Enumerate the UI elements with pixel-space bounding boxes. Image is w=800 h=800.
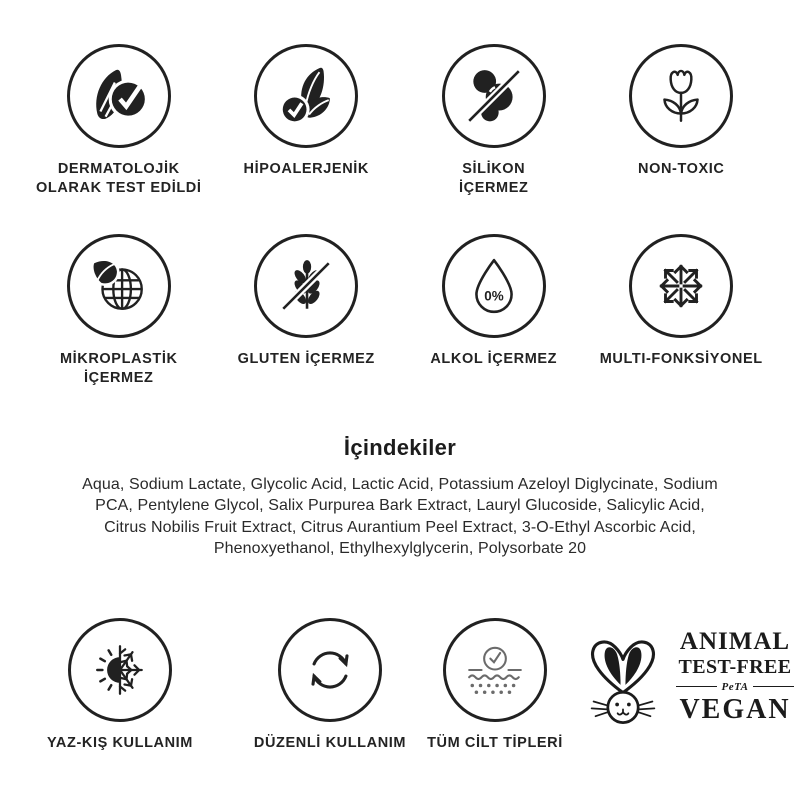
peta-testfree-label: TEST-FREE xyxy=(678,655,792,678)
badge-label: SİLİKON İÇERMEZ xyxy=(459,161,529,197)
peta-text-block xyxy=(674,629,796,725)
badge-row-3 xyxy=(0,618,800,753)
peta-brand-label: PeTA xyxy=(721,680,749,693)
ingredients-list: Aqua, Sodium Lactate, Glycolic Acid, Lactic Acid, Potassium Azeloyl Diglycinate, Sodium PCA, Pentylene Glycol, Salix Purpurea Bark Extract, Lauryl Glucoside, Salicylic Acid, Citrus Nobilis Fruit Extract, Citrus Aurantium Peel Extract, 3-O-Ethyl Ascorbic Acid, Phenoxyethanol, Ethylhexylglycerin, Polysorbate 20 xyxy=(82,475,718,557)
peta-vegan-logo xyxy=(570,618,800,753)
badge-row-1 xyxy=(0,0,800,198)
badge-label: DÜZENLİ KULLANIM xyxy=(253,734,407,751)
badge-label: YAZ-KIŞ KULLANIM xyxy=(46,734,193,751)
zero-percent-label: 0% xyxy=(484,288,504,304)
badge-label: NON-TOXIC xyxy=(638,161,725,177)
peta-divider xyxy=(676,681,794,693)
badge-alcohol-free xyxy=(400,234,588,388)
divider-line-left xyxy=(676,686,717,687)
ingredients-title: İçindekiler xyxy=(343,434,457,460)
tulip-icon xyxy=(629,44,733,148)
peta-rabbit-icon xyxy=(574,622,672,734)
peta-animal-label: ANIMAL xyxy=(679,628,791,656)
badge-label: DERMATOLOJİK OLARAK TEST EDİLDİ xyxy=(36,161,202,197)
cycle-arrows-icon xyxy=(278,618,382,722)
badge-label: HİPOALERJENİK xyxy=(243,161,369,177)
badge-label: ALKOL İÇERMEZ xyxy=(430,351,558,368)
badge-summer-winter-use xyxy=(0,618,240,753)
badge-regular-use xyxy=(240,618,420,753)
badge-silicone-free xyxy=(400,44,588,198)
badge-label: MİKROPLASTİK İÇERMEZ xyxy=(59,351,178,387)
badge-all-skin-types xyxy=(420,618,570,753)
badge-row-2 xyxy=(0,234,800,388)
no-silicone-icon xyxy=(442,44,546,148)
badge-hypoallergenic xyxy=(213,44,401,198)
globe-leaf-icon xyxy=(67,234,171,338)
divider-line-right xyxy=(753,686,794,687)
badge-multi-functional xyxy=(588,234,776,388)
badge-gluten-free xyxy=(213,234,401,388)
badge-label: TÜM CİLT TİPLERİ xyxy=(427,734,563,751)
leaf-checkmark-icon xyxy=(67,44,171,148)
leaves-checkmark-icon xyxy=(254,44,358,148)
badge-label: MULTI-FONKSİYONEL xyxy=(599,351,763,368)
peta-vegan-label: VEGAN xyxy=(679,693,791,725)
badge-dermatologically-tested xyxy=(25,44,213,198)
sun-snowflake-icon xyxy=(68,618,172,722)
badge-non-toxic xyxy=(588,44,776,198)
multidirection-arrows-icon xyxy=(629,234,733,338)
skin-check-icon xyxy=(443,618,547,722)
no-gluten-icon xyxy=(254,234,358,338)
badge-microplastic-free xyxy=(25,234,213,388)
zero-percent-droplet-icon xyxy=(442,234,546,338)
badge-label: GLUTEN İÇERMEZ xyxy=(237,351,375,368)
ingredients-section xyxy=(0,435,800,560)
